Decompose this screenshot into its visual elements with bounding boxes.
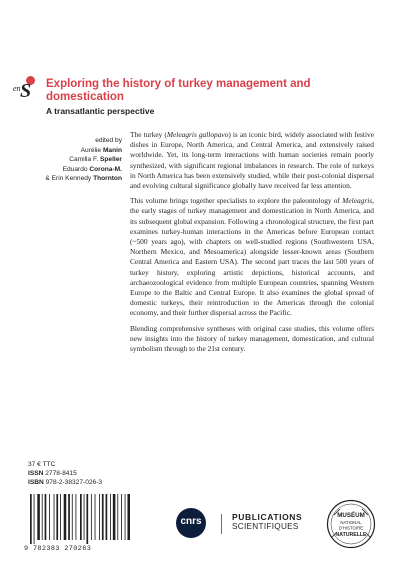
barcode-bar [49,494,50,540]
barcode-bar [113,494,116,540]
scientifiques-label: SCIENTIFIQUES [232,522,299,531]
blurb-paragraph: Blending comprehensive syntheses with original case studies, this volume offers new insights into the history of turkey management, domestication, and cultural symbolism through to the 21st century. [130,323,374,354]
barcode-bar [80,494,82,540]
barcode-bar [37,494,40,540]
cnrs-logo [176,508,206,538]
editor-name: Eduardo Corona-M. [62,165,122,173]
barcode-bar [127,494,130,540]
barcode-bar [102,494,104,540]
ens-publisher-logo [12,76,38,102]
barcode-bar [56,494,58,540]
cnrs-logo-text: cnrs [180,516,202,527]
issn: ISSN 2778-8415 [28,470,77,478]
price-and-identifiers [28,460,102,488]
barcode-bar [30,494,32,544]
editor-name: Camilla F. Speller [69,156,122,164]
book-subtitle: A transatlantic perspective [46,106,155,116]
barcode-number: 9 782383 270263 [24,545,92,553]
barcode-bar [72,494,73,540]
barcode-bar [95,494,96,540]
barcode-bar [106,494,108,540]
svg-text:NATURELLE: NATURELLE [335,532,367,538]
barcode-bar [64,494,67,540]
barcode-bar [117,494,118,540]
svg-text:D'HISTOIRE: D'HISTOIRE [338,525,364,531]
back-cover-blurb [130,130,374,359]
blurb-paragraph: The turkey (Meleagris gallopavo) is an iconic bird, widely associated with festive dishes in Europe, North America, and Central America, and extensively raised worldwide. Yet, its long-term interactions with human societies remain poorly synthesized, with significant regional imbalances in research. The role of turkeys in North America has been extensively studied, while their post-colonial dispersal and evolving cultural significance globally have received far less attention. [130,130,374,191]
barcode-bar [68,494,70,540]
barcode-bar [45,494,47,540]
barcode-bar [34,494,35,544]
barcode-bar [42,494,43,540]
barcode-bar [99,494,100,540]
price: 37 € TTC [28,461,56,468]
barcode-bar [86,494,88,544]
museum-seal-logo [326,499,376,549]
logo-separator [221,514,222,534]
publications-label: PUBLICATIONS [232,512,303,522]
publications-scientifiques-logo [232,512,302,532]
barcode-bar [121,494,122,540]
barcode-bar [76,494,77,540]
logo-letters-small: en [13,84,21,93]
barcode-bar [84,494,85,540]
editor-name: Aurélie Manin [80,146,122,154]
svg-text:MUSÉUM: MUSÉUM [337,512,365,519]
edited-by-label: edited by [95,137,122,144]
svg-text:NATIONAL: NATIONAL [340,520,362,525]
barcode-bar [91,494,92,540]
isbn: ISBN 978-2-38327-026-3 [28,479,103,487]
logo-letter-large: S [20,80,32,102]
barcode [26,492,132,546]
barcode-bar [110,494,111,540]
editors-block [28,136,122,184]
barcode-bar [54,494,55,540]
barcode-bar [60,494,61,540]
editor-name: & Erin Kennedy Thornton [45,175,122,183]
barcode-bar [125,494,126,540]
blurb-paragraph: This volume brings together specialists to explore the paleontology of Meleagris, the early stages of turkey management and domestication in North America, and its subsequent global expansion. Following a chronological structure, the first part examines turkey-human interactions in the Americas before European contact (~500 years ago), with chapters on well-studied regions (Southwestern USA, Northern Mexico, and Mesoamerica) alongside lesser-known areas (Southern Central America and Eastern USA). The second part traces the last 500 years of turkey history, exploring artistic depictions, historical accounts, and archaeozoological evidence from multiple European countries, spanning Western Europe to the Baltic and Central Europe. It also examines the global spread of domestic turkeys, their reintroduction to the Americas through the colonial economy, and their further dispersal across the Pacific. [130,196,374,318]
book-title: Exploring the history of turkey management and domestication [46,78,311,103]
